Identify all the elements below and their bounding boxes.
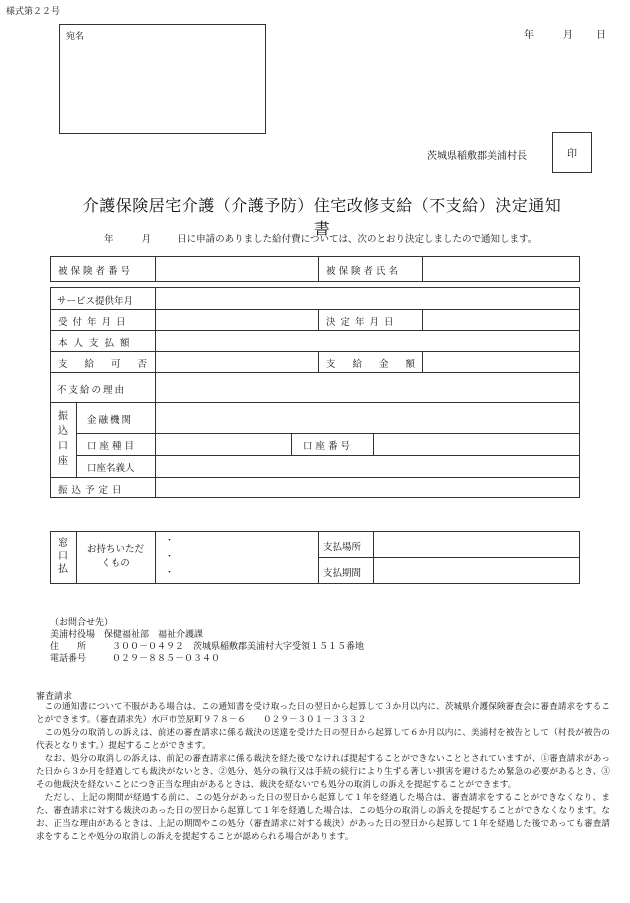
insured-name-text: 被保険者氏名: [326, 266, 402, 277]
account-type-label: 口座種目: [87, 441, 138, 452]
contact-tel-row: [50, 653, 364, 665]
contact-tel-label: 電話番号: [50, 654, 87, 664]
self-pay-label: 本人支払額: [58, 338, 136, 349]
insured-number-label: [58, 263, 148, 277]
bullet-3: ・: [165, 568, 175, 578]
intro-year: 年: [104, 234, 114, 245]
items-label-line-1: お持ちいただ: [86, 544, 144, 555]
intro-month: 月: [141, 234, 152, 245]
account-holder-label: 口座名義人: [87, 463, 135, 474]
items-bullets: [165, 533, 174, 581]
seal-label: 印: [567, 149, 577, 160]
account-number-label: 口座番号: [303, 441, 354, 452]
window-group-label: 窓口払: [58, 538, 68, 575]
contact-address-value: ３００－０４９２ 茨城県稲敷郡美浦村大字受領１５１５番地: [112, 642, 365, 652]
transfer-date-label: 振込予定日: [58, 485, 126, 496]
review-body: [36, 701, 610, 844]
contact-section: [50, 617, 364, 665]
payment-period-label: 支払期間: [323, 568, 362, 579]
contact-tel-value: ０２９－８８５－０３４０: [112, 654, 221, 664]
non-payment-reason-label: 不支給の理由: [57, 385, 127, 396]
date-year: 年: [524, 30, 534, 41]
review-paragraph-3: なお、処分の取消しの訴えは、前記の審査請求に係る裁決を経た後でなければ提起することができないこととされていますが、①審査請求があった日から３か月を経過しても裁決がないとき、②処分、処分の執行又は手続の続行により生ずる著しい損害を避けるため緊急の必要があるとき、③その他裁決を経ないことにつき正当な理由があるときは、裁決を経ないでも処分の取消しの訴えを提起することができます。: [36, 754, 610, 790]
review-paragraph-4: ただし、上記の期間が経過する前に、この処分があった日の翌日から起算して１年を経過した場合は、審査請求をすることができなくなり、また、審査請求に対する裁決のあった日の翌日から起算して１年を経過した場合は、この処分の取消しの訴えを提起することができなくなります。なお、正当な理由があるときは、上記の期間やこの処分（審査請求に対する裁決）があった日の翌日から起算して１年を経過した後であっても審査請求をすることや処分の取消しの訴えを提起することが認められる場合があります。: [36, 793, 610, 842]
date-day: 日: [596, 30, 606, 41]
items-to-bring-label: [76, 543, 155, 571]
date-month: 月: [563, 30, 573, 41]
received-date-label: 受付年月日: [58, 317, 131, 328]
contact-address-row: [50, 641, 364, 653]
seal-box: [552, 132, 592, 173]
contact-address-label: 住 所: [50, 642, 87, 652]
payment-place-label: 支払場所: [323, 542, 362, 553]
intro-line: [104, 231, 537, 245]
contact-heading: （お問合せ先）: [50, 618, 114, 628]
service-month-label: サービス提供年月: [57, 296, 134, 307]
payment-amount-label: 支給金額: [326, 359, 433, 370]
intro-text: 日に申請のありました給付費については、次のとおり決定しましたので通知します。: [177, 234, 538, 245]
decision-date-label: 決定年月日: [326, 317, 399, 328]
review-paragraph-1: この通知書について不服がある場合は、この通知書を受け取った日の翌日から起算して３か月以内に、茨城県介護保険審査会に審査請求をすることができます。（審査請求先）水戸市笠原町９７８－６ ０２９－３０１－３３３２: [36, 702, 610, 725]
addressee-label: 宛名: [66, 32, 85, 42]
bank-label: 金融機関: [87, 415, 134, 426]
contact-office: 美浦村役場 保健福祉部 福祉介護課: [50, 630, 204, 640]
payment-yes-no-label: 支給可否: [58, 359, 165, 370]
form-number: 様式第２２号: [6, 7, 61, 17]
insured-number-text: 被保険者番号: [58, 266, 134, 277]
review-heading: 審査請求: [36, 692, 73, 702]
addressee-box: [59, 24, 266, 134]
transfer-group-label: 振込口座: [58, 411, 68, 467]
bullet-1: ・: [165, 536, 175, 546]
document-title: 介護保険居宅介護（介護予防）住宅改修支給（不支給）決定通知書: [82, 196, 562, 238]
issuer-name: 茨城県稲敷郡美浦村長: [427, 151, 527, 162]
bullet-2: ・: [165, 552, 175, 562]
items-label-line-2: くもの: [101, 558, 130, 569]
review-paragraph-2: この処分の取消しの訴えは、前述の審査請求に係る裁決の送達を受けた日の翌日から起算して６か月以内に、美浦村を被告として（村長が被告の代表となります。）提起することができます。: [36, 728, 610, 751]
insured-name-label: [326, 263, 401, 277]
